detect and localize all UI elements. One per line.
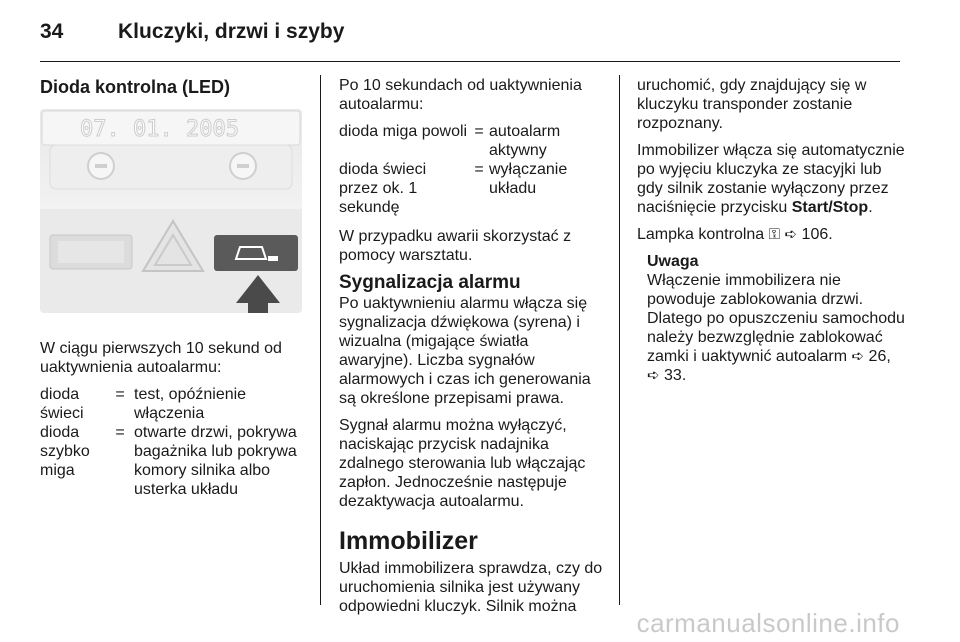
note-page-ref-1[interactable]: 26, [864, 348, 891, 365]
note-text [647, 271, 905, 385]
column-1 [40, 78, 305, 509]
term: dioda świeci [40, 386, 84, 422]
term: dioda miga powoli [339, 123, 468, 140]
auto-activation-text [637, 141, 905, 217]
lamp-page-ref[interactable]: 106. [797, 226, 833, 243]
watermark: carmanualsonline.info [636, 608, 900, 638]
column-2 [339, 76, 604, 624]
alarm-text-2: Sygnał alarmu można wyłączyć, naciskając przycisk nadajnika zdalnego sterowania lub włączając zapłon. Jednocześnie następuje dezaktywacja autoalarmu. [339, 417, 586, 510]
note-body: Włączenie immobilizera nie powoduje zablokowania drzwi. Dlatego po opuszczeniu samochodu należy bezwzględnie zablokować zamki i uaktywnić autoalarm [647, 272, 905, 365]
desc: wyłączanie układu [489, 161, 568, 197]
eq: = [115, 424, 125, 441]
after-intro: Po 10 sekundach od uaktywnienia autoalarmu: [339, 77, 582, 113]
led-status-table-2 [339, 122, 604, 217]
alarm-text-1: Po uaktywnieniu alarmu włącza się sygnalizacja dźwiękowa (syrena) i wizualna (migające światła awaryjne). Liczba sygnałów alarmowych i czas ich generowania są określone przepisami prawa. [339, 295, 591, 407]
dashboard-figure [40, 109, 302, 313]
dashboard-illustration [40, 109, 302, 313]
led-status-table-1 [40, 385, 305, 499]
lamp-label: Lampka kontrolna [637, 226, 769, 243]
eq: = [474, 123, 484, 140]
page-number: 34 [40, 20, 64, 43]
eq: = [474, 161, 484, 178]
column-3 [637, 76, 905, 385]
desc: otwarte drzwi, pokrywa bagażnika lub pokrywa komory silnika albo usterka układu [134, 424, 297, 498]
column-divider-2 [619, 75, 620, 605]
note-title: Uwaga [647, 253, 699, 270]
auto-activation-pre: Immobilizer włącza się automatycznie po wyjęciu kluczyka ze stacyjki lub gdy silnik zostanie wyłączony przez naciśnięcie przycisku [637, 142, 905, 216]
start-stop-label: Start/Stop [791, 199, 869, 216]
page-ref-icon: ➪ [647, 367, 660, 384]
alarm-heading: Sygnalizacja alarmu [339, 272, 521, 293]
failure-text: W przypadku awarii skorzystać z pomocy warsztatu. [339, 228, 572, 264]
immobilizer-lamp-icon: ⚿ [768, 226, 781, 243]
page-title: Kluczyki, drzwi i szyby [118, 20, 345, 43]
column-divider-1 [320, 75, 321, 605]
desc: test, opóźnienie włączenia [134, 386, 247, 422]
note-box [637, 252, 905, 385]
eq: = [115, 386, 125, 403]
header-rule [40, 61, 900, 62]
term: dioda świeci przez ok. 1 sekundę [339, 161, 427, 216]
page-ref-icon: ➪ [784, 226, 798, 243]
page-ref-icon: ➪ [851, 348, 865, 365]
transponder-text: uruchomić, gdy znajdujący się w kluczyku transponder zostanie rozpoznany. [637, 77, 867, 132]
desc: autoalarm aktywny [489, 123, 561, 159]
lamp-reference [637, 225, 905, 244]
note-page-ref-2[interactable]: 33. [659, 367, 687, 384]
central-lock-button [214, 235, 298, 271]
led-intro: W ciągu pierwszych 10 sekund od uaktywnienia autoalarmu: [40, 340, 282, 376]
auto-activation-post: . [868, 199, 873, 216]
term: dioda szybko miga [40, 424, 90, 479]
led-heading: Dioda kontrolna (LED) [40, 77, 230, 97]
immobilizer-heading: Immobilizer [339, 527, 478, 555]
immobilizer-text: Układ immobilizera sprawdza, czy do uruchomienia silnika jest używany odpowiedni kluczyk. Silnik można [339, 560, 603, 615]
display-date: 07. 01. 2005 [80, 117, 239, 142]
